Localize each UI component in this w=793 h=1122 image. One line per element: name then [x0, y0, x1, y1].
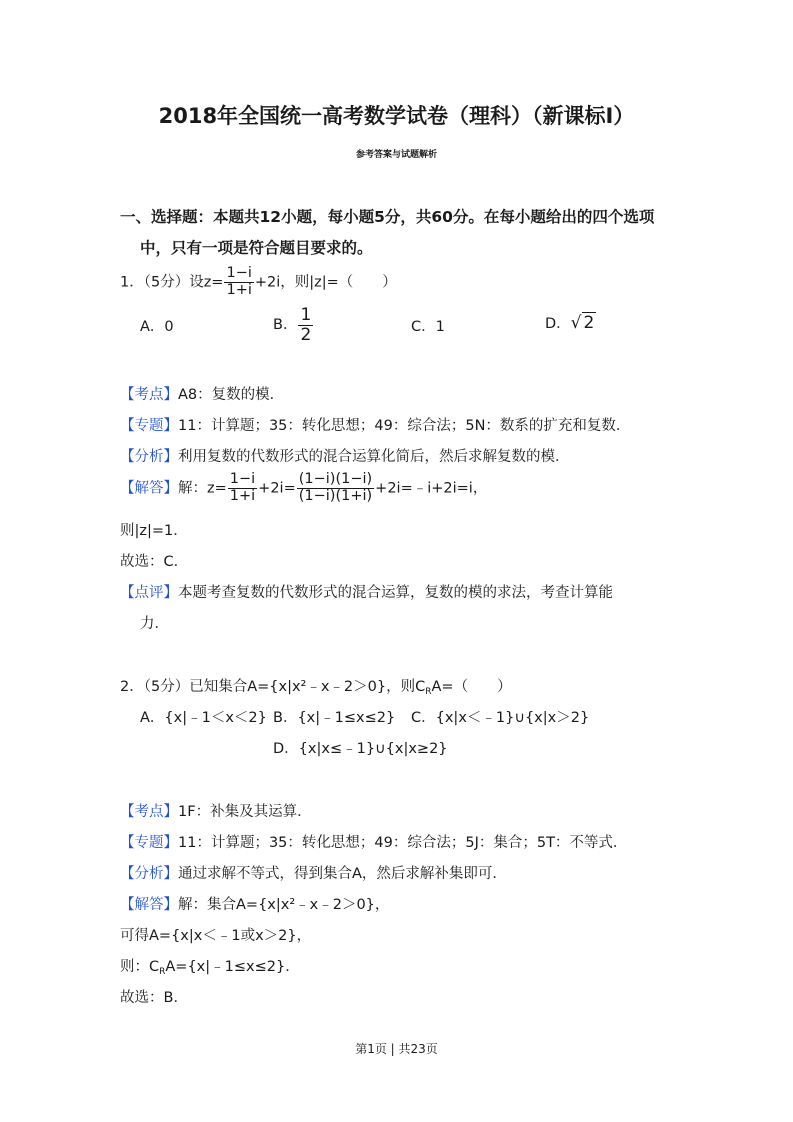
q1-option-d	[545, 312, 596, 333]
q1-stem-frac-num: 1−i	[226, 265, 252, 281]
q1-result-line: 则|z|=1．	[120, 523, 188, 539]
kaodian-tag: 【考点】	[120, 387, 178, 403]
q1-option-b-fraction	[298, 306, 313, 344]
q1-stem-frac-den: 1+i	[226, 281, 252, 298]
q1-dianping-text: 本题考查复数的代数形式的混合运算，复数的模的求法，考查计算能	[178, 585, 613, 601]
q1-jieda	[120, 472, 487, 505]
jieda-tag: 【解答】	[120, 897, 178, 913]
q1-jieda-suffix: +2i=﹣i+2i=i，	[375, 480, 488, 497]
q1-kaodian	[120, 383, 284, 404]
q1-zhuanti	[120, 414, 630, 435]
zhuanti-tag: 【专题】	[120, 835, 178, 851]
q1-option-b-den: 2	[300, 324, 312, 345]
q1-jieda-frac2-num: (1−i)(1−i)	[298, 471, 373, 487]
q1-option-c: C．1	[411, 319, 445, 335]
q2-zhuanti-text: 11：计算题；35：转化思想；49：综合法；5J：集合；5T：不等式．	[178, 835, 628, 851]
q1-option-b-num: 1	[300, 305, 312, 325]
q2-zhuanti	[120, 831, 627, 852]
kaodian-tag: 【考点】	[120, 804, 178, 820]
page-title: 2018年全国统一高考数学试卷（理科）（新课标Ⅰ）	[158, 104, 635, 128]
q2-stem-sub: R	[425, 687, 432, 697]
section-heading-line2: 中，只有一项是符合题目要求的。	[140, 239, 373, 257]
q2-kaodian	[120, 800, 312, 821]
q2-option-c: C．{x|x＜﹣1}∪{x|x＞2}	[411, 710, 590, 726]
q2-step3-suffix: A={x|﹣1≤x≤2}．	[165, 959, 300, 975]
q2-kaodian-text: 1F：补集及其运算．	[178, 804, 312, 820]
q1-jieda-fraction1	[228, 472, 257, 505]
q1-jieda-frac1-den: 1+i	[229, 487, 256, 504]
q2-stem-prefix: 2．（5分）已知集合A={x|x²﹣x﹣2＞0}，则C	[120, 679, 426, 695]
q2-jieda-text: 解：集合A={x|x²﹣x﹣2＞0}，	[178, 897, 390, 913]
q1-zhuanti-text: 11：计算题；35：转化思想；49：综合法；5N：数系的扩充和复数．	[178, 418, 631, 434]
q1-jieda-prefix: 解：z=	[178, 480, 227, 497]
q2-step3	[120, 955, 300, 977]
q2-choice: 故选：B．	[120, 990, 188, 1006]
page-footer: 第1页 | 共23页	[355, 1042, 438, 1056]
q1-option-a: A．0	[140, 319, 174, 335]
q1-jieda-frac2-den: (1−i)(1+i)	[298, 487, 373, 504]
q1-fenxi	[120, 445, 570, 466]
q2-step3-sub: R	[159, 967, 166, 977]
q1-stem-suffix: +2i，则|z|=（ ）	[254, 274, 397, 291]
q1-kaodian-text: A8：复数的模．	[178, 387, 285, 403]
q2-option-d: D．{x|x≤﹣1}∪{x|x≥2}	[273, 741, 448, 757]
q1-stem-fraction	[224, 266, 253, 299]
page-subtitle: 参考答案与试题解析	[355, 150, 437, 160]
q1-option-d-label: D．	[545, 316, 571, 332]
zhuanti-tag: 【专题】	[120, 418, 178, 434]
q1-choice: 故选：C．	[120, 554, 189, 570]
q2-fenxi	[120, 862, 507, 883]
fenxi-tag: 【分析】	[120, 866, 178, 882]
q1-stem-prefix: 1．（5分）设z=	[120, 274, 224, 291]
fenxi-tag: 【分析】	[120, 449, 178, 465]
q1-dianping	[120, 581, 613, 602]
dianping-tag: 【点评】	[120, 585, 178, 601]
q2-fenxi-text: 通过求解不等式，得到集合A，然后求解补集即可．	[178, 866, 507, 882]
q1-jieda-fraction2	[297, 472, 374, 505]
q1-dianping-cont: 力．	[140, 616, 169, 632]
q1-option-d-sqrt: √ 2	[570, 313, 595, 333]
q1-jieda-frac1-num: 1−i	[229, 471, 256, 487]
q2-step2: 可得A={x|x＜﹣1或x＞2}，	[120, 928, 312, 944]
q2-stem-suffix: A=（ ）	[431, 679, 512, 695]
q1-option-b-label: B．	[273, 317, 298, 334]
q2-jieda	[120, 893, 389, 914]
section-heading-line1: 一、选择题：本题共12小题，每小题5分，共60分。在每小题给出的四个选项	[120, 208, 655, 226]
q2-step3-prefix: 则：C	[120, 959, 160, 975]
jieda-tag: 【解答】	[120, 480, 178, 497]
q1-option-b	[273, 306, 314, 344]
q2-option-b: B．{x|﹣1≤x≤2}	[273, 710, 396, 726]
q2-stem	[120, 675, 512, 697]
q1-option-d-radicand: 2	[583, 313, 595, 333]
q1-jieda-mid: +2i=	[258, 480, 296, 497]
q2-option-a: A．{x|﹣1＜x＜2}	[140, 710, 267, 726]
q1-stem	[120, 266, 397, 299]
q1-fenxi-text: 利用复数的代数形式的混合运算化简后，然后求解复数的模．	[178, 449, 570, 465]
